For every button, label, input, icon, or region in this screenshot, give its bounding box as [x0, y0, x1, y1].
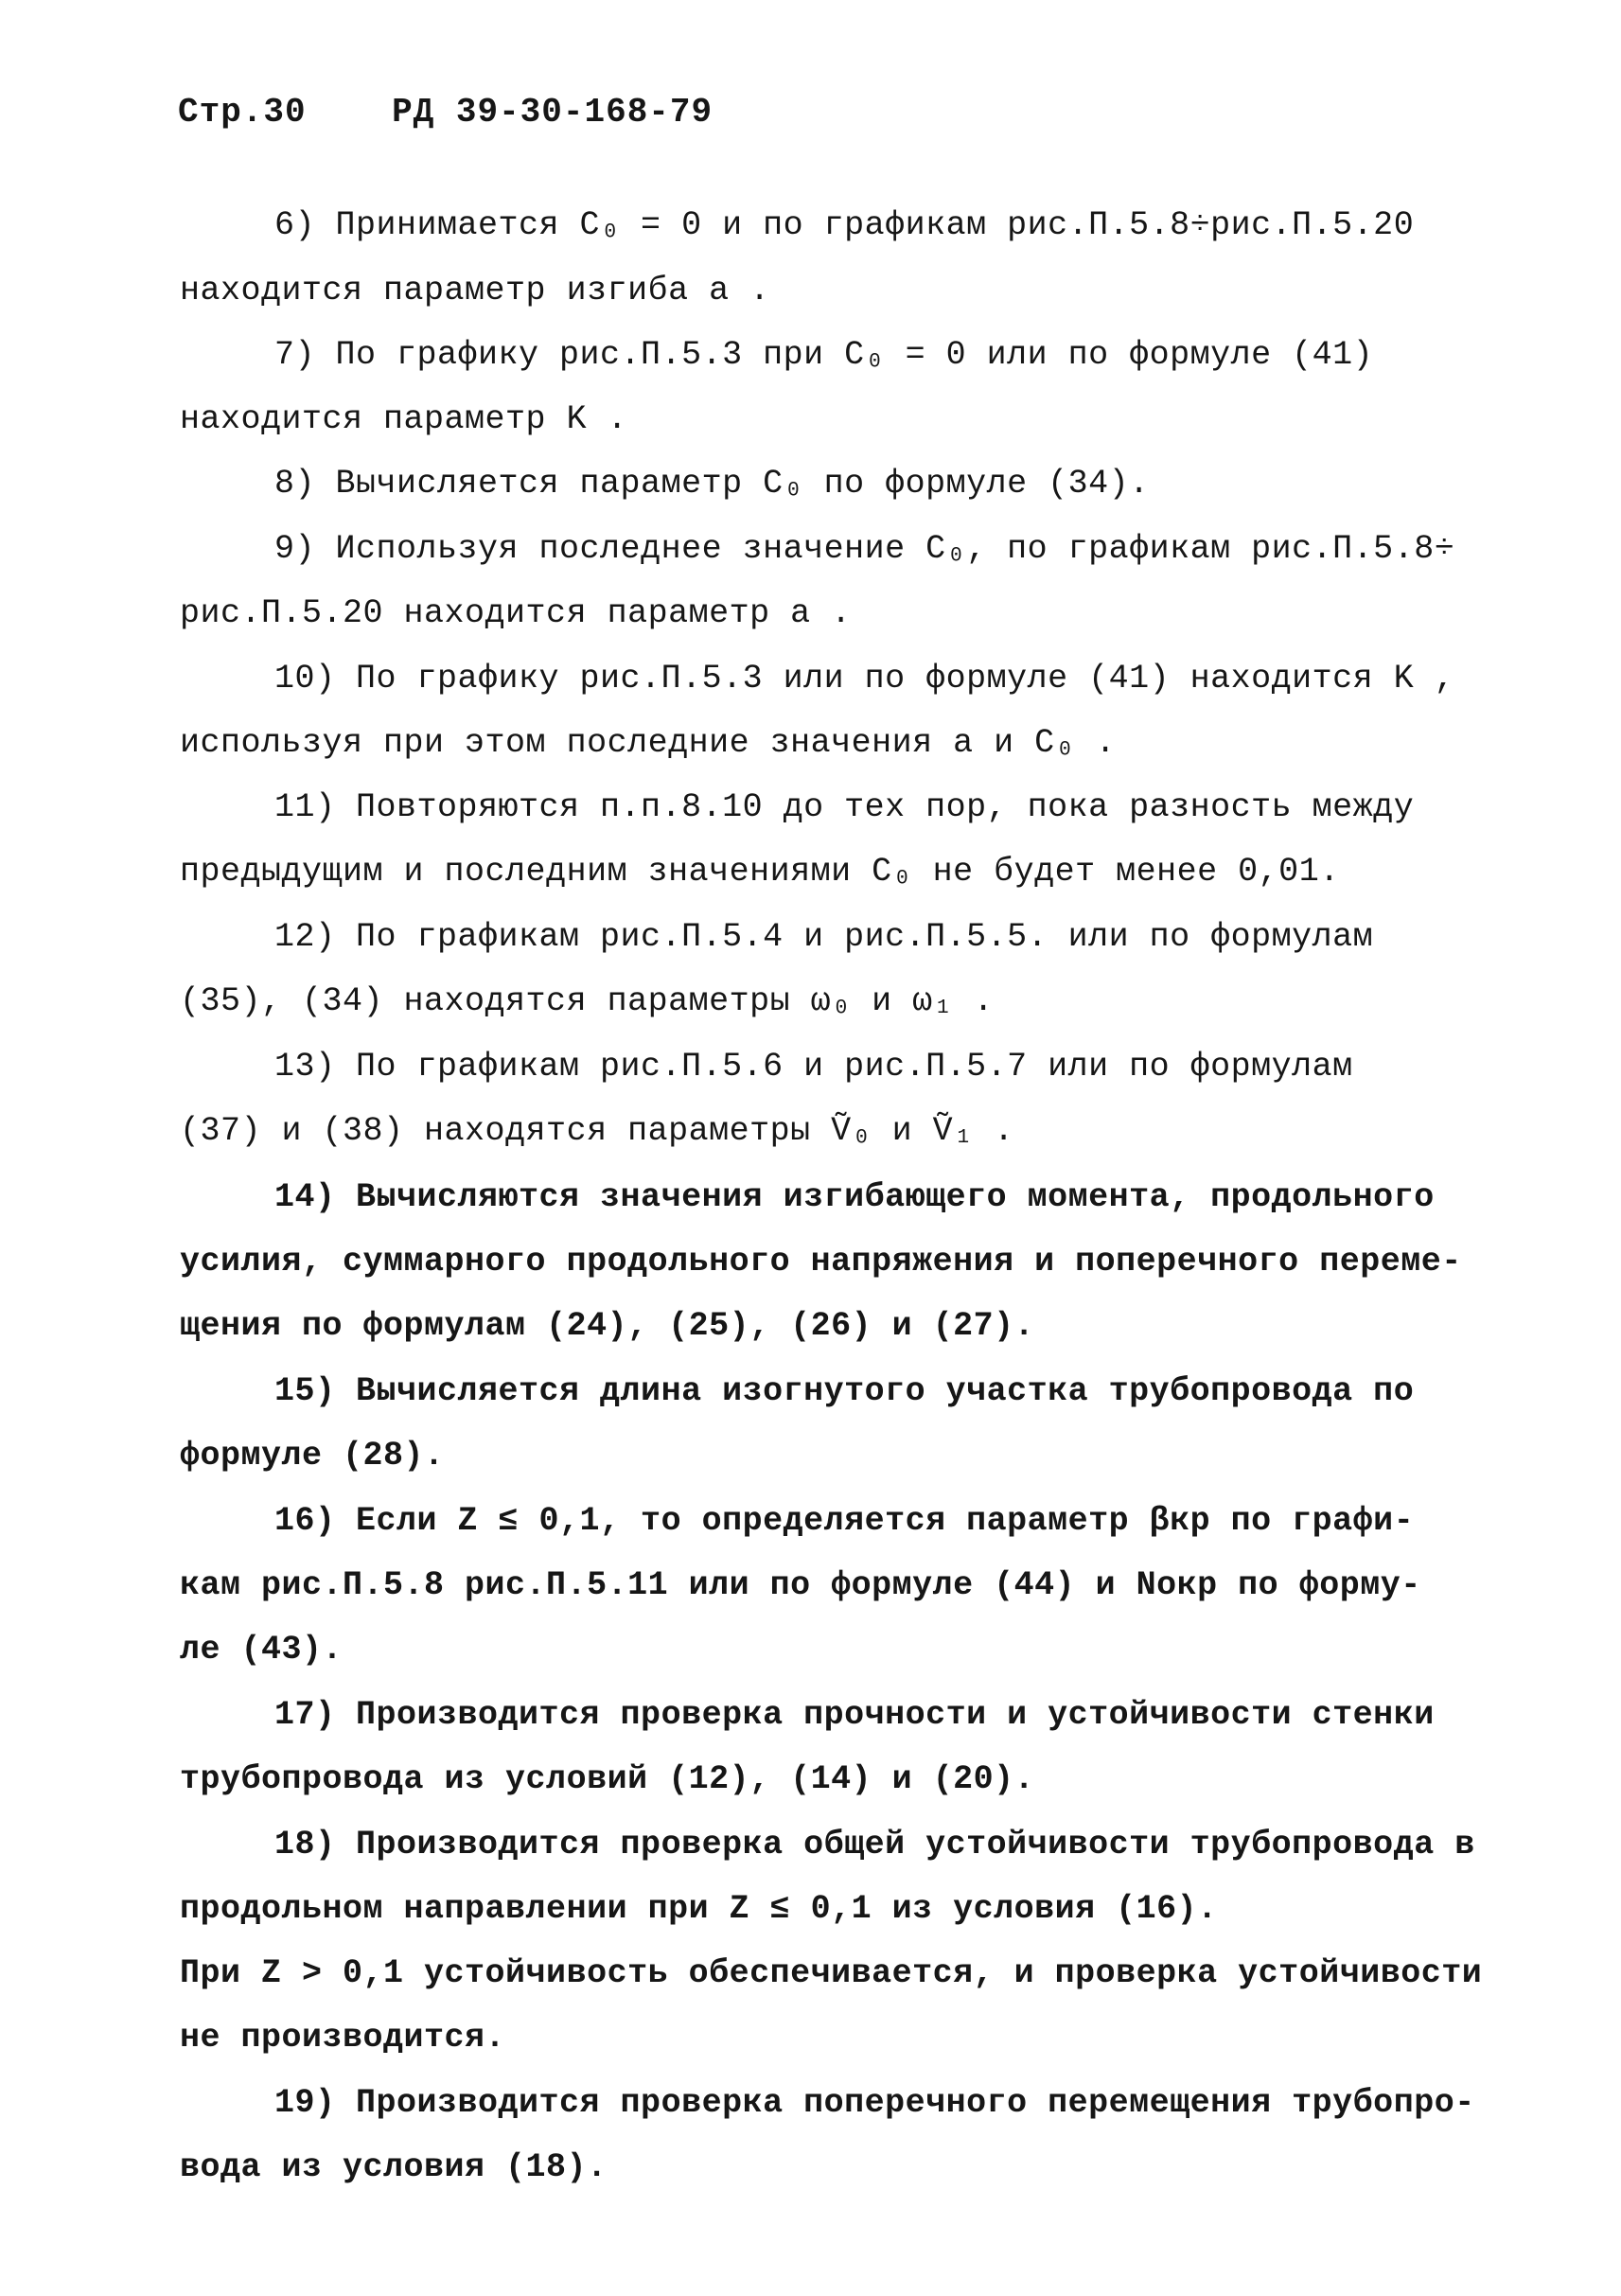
text-line-26: 18) Производится проверка общей устойчивости трубопровода в	[274, 1826, 1475, 1863]
text-line-16: 14) Вычисляются значения изгибающего момента, продольного	[274, 1178, 1435, 1216]
text-line-14: 13) По графикам рис.П.5.6 и рис.П.5.7 или по формулам	[274, 1048, 1353, 1086]
text-line-28: При Z > 0,1 устойчивость обеспечивается, и проверка устойчивости	[180, 1954, 1483, 1992]
text-line-27: продольном направлении при Z ≤ 0,1 из условия (16).	[180, 1890, 1218, 1928]
page-header	[178, 93, 713, 132]
text-line-31: вода из условия (18).	[180, 2148, 608, 2186]
text-line-23: ле (43).	[180, 1631, 344, 1669]
text-line-17: усилия, суммарного продольного напряжения и поперечного переме-	[180, 1243, 1462, 1280]
text-line-6: 9) Используя последнее значение C₀, по графикам рис.П.5.8÷	[274, 530, 1455, 568]
text-line-13: (35), (34) находятся параметры ω₀ и ω₁ .	[180, 982, 995, 1020]
text-line-11: предыдущим и последним значениями C₀ не будет менее 0,01.	[180, 853, 1340, 891]
text-line-19: 15) Вычисляется длина изогнутого участка трубопровода по	[274, 1372, 1415, 1410]
text-line-15: (37) и (38) находятся параметры Ṽ₀ и Ṽ₁ .	[180, 1112, 1014, 1150]
text-line-7: рис.П.5.20 находится параметр a .	[180, 594, 852, 632]
text-line-24: 17) Производится проверка прочности и устойчивости стенки	[274, 1696, 1435, 1734]
text-line-25: трубопровода из условий (12), (14) и (20).	[180, 1760, 1035, 1798]
text-line-4: находится параметр K .	[180, 400, 628, 438]
text-line-20: формуле (28).	[180, 1437, 445, 1475]
text-line-29: не производится.	[180, 2019, 506, 2057]
text-line-30: 19) Производится проверка поперечного перемещения трубопро-	[274, 2084, 1475, 2122]
text-line-8: 10) По графику рис.П.5.3 или по формуле (41) находится K ,	[274, 660, 1455, 698]
text-line-1: 6) Принимается C₀ = 0 и по графикам рис.П.5.8÷рис.П.5.20	[274, 206, 1415, 244]
text-line-21: 16) Если Z ≤ 0,1, то определяется параметр βкр по графи-	[274, 1502, 1415, 1540]
page-number: Стр.30	[178, 93, 307, 132]
text-line-12: 12) По графикам рис.П.5.4 и рис.П.5.5. или по формулам	[274, 918, 1374, 956]
text-line-3: 7) По графику рис.П.5.3 при C₀ = 0 или по формуле (41)	[274, 336, 1374, 374]
text-line-2: находится параметр изгиба a .	[180, 272, 770, 309]
text-line-9: используя при этом последние значения a и C₀ .	[180, 724, 1117, 762]
text-line-22: кам рис.П.5.8 рис.П.5.11 или по формуле (44) и Nокр по формy-	[180, 1566, 1421, 1604]
text-line-18: щения по формулам (24), (25), (26) и (27).	[180, 1307, 1035, 1345]
text-line-10: 11) Повторяются п.п.8.10 до тех пор, пока разность между	[274, 788, 1415, 826]
text-line-5: 8) Вычисляется параметр C₀ по формуле (34).	[274, 465, 1150, 503]
document-code: РД 39-30-168-79	[392, 93, 714, 132]
